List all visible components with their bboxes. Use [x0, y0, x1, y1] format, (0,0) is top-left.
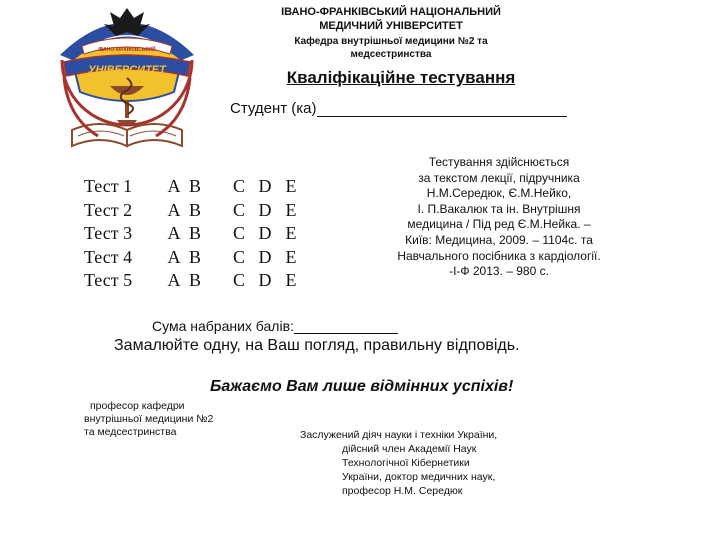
note-line: І. П.Вакалюк та ін. Внутрішня — [417, 201, 581, 216]
university-name-line-2: МЕДИЧНИЙ УНІВЕРСИТЕТ — [319, 20, 463, 32]
note-line: Н.М.Середюк, Є.М.Нейко, — [426, 186, 572, 201]
test-row — [84, 269, 302, 293]
testing-source-note — [374, 155, 624, 280]
test-label: Тест 4 — [84, 246, 133, 267]
option-a[interactable]: A — [167, 176, 181, 196]
option-c[interactable]: C — [232, 176, 245, 196]
option-c[interactable]: C — [232, 223, 245, 243]
test-answer-grid — [84, 175, 302, 293]
logo-banner-text: УНІВЕРСИТЕТ — [88, 64, 166, 76]
option-d[interactable]: D — [258, 176, 272, 196]
option-a[interactable]: A — [167, 270, 181, 290]
test-label: Тест 5 — [84, 270, 133, 290]
option-d[interactable]: D — [258, 270, 272, 290]
sig-right-line: Заслужений діяч науки і техніки України, — [300, 429, 498, 441]
sig-left-line: професор кафедри — [90, 400, 185, 412]
student-name-blank[interactable] — [317, 102, 567, 117]
instruction-text: Замалюйте одну, на Ваш погляд, правильну відповідь. — [114, 337, 520, 354]
student-field — [230, 100, 567, 117]
signature-right — [300, 428, 497, 498]
option-a[interactable]: A — [167, 223, 181, 243]
test-row — [84, 199, 302, 223]
option-b[interactable]: B — [188, 223, 201, 243]
test-row — [84, 246, 302, 270]
university-logo — [42, 0, 212, 150]
sig-right-line: України, доктор медичних наук, — [342, 471, 496, 483]
sig-right-line: дійсний член Академії Наук — [342, 443, 477, 455]
note-line: Тестування здійснюється — [428, 155, 570, 169]
option-b[interactable]: B — [188, 270, 201, 290]
note-line: -І-Ф 2013. – 980 с. — [449, 264, 549, 279]
note-line: за текстом лекції, підручника — [418, 170, 580, 185]
university-name-line-1: ІВАНО-ФРАНКІВСЬКИЙ НАЦІОНАЛЬНИЙ — [281, 6, 501, 18]
option-e[interactable]: E — [285, 246, 297, 267]
good-luck-message: Бажаємо Вам лише відмінних успіхів! — [210, 378, 514, 395]
test-label: Тест 1 — [84, 176, 133, 196]
option-b[interactable]: B — [188, 246, 201, 267]
logo-ribbon-text: ІВАНО-ФРАНКІВСЬКИЙ — [98, 47, 156, 53]
test-label: Тест 3 — [84, 223, 133, 243]
department-line-2: медсестринства — [350, 49, 432, 60]
option-d[interactable]: D — [258, 246, 272, 267]
page-title: Кваліфікаційне тестування — [286, 68, 516, 87]
option-c[interactable]: C — [232, 246, 245, 267]
option-e[interactable]: E — [285, 270, 297, 290]
option-b[interactable]: B — [188, 199, 201, 220]
option-e[interactable]: E — [285, 199, 297, 220]
option-e[interactable]: E — [285, 223, 297, 243]
sig-left-line: внутрішньої медицини №2 — [84, 413, 214, 425]
test-label: Тест 2 — [84, 199, 133, 220]
option-d[interactable]: D — [258, 223, 272, 243]
option-d[interactable]: D — [258, 199, 272, 220]
test-row — [84, 222, 302, 246]
score-label: Сума набраних балів: — [152, 318, 294, 334]
note-line: Київ: Медицина, 2009. – 1104с. та — [405, 232, 593, 247]
sig-left-line: та медсестринства — [84, 426, 177, 438]
option-a[interactable]: A — [167, 199, 181, 220]
option-a[interactable]: A — [167, 246, 181, 267]
department-line-1: Кафедра внутрішньої медицини №2 та — [294, 36, 488, 47]
signature-left — [84, 400, 213, 439]
note-line: Навчального посібника з кардіології. — [397, 248, 601, 263]
score-field — [152, 318, 398, 334]
option-b[interactable]: B — [188, 176, 201, 196]
option-c[interactable]: C — [232, 199, 245, 220]
option-e[interactable]: E — [285, 176, 297, 196]
option-c[interactable]: C — [232, 270, 245, 290]
sig-right-line: професор Н.М. Середюк — [342, 485, 463, 497]
test-row — [84, 175, 302, 199]
note-line: медицина / Під ред Є.М.Нейка. – — [407, 217, 591, 232]
score-blank[interactable] — [294, 321, 398, 334]
sig-right-line: Технологічної Кібернетики — [342, 457, 470, 469]
student-label: Студент (ка) — [230, 100, 317, 117]
